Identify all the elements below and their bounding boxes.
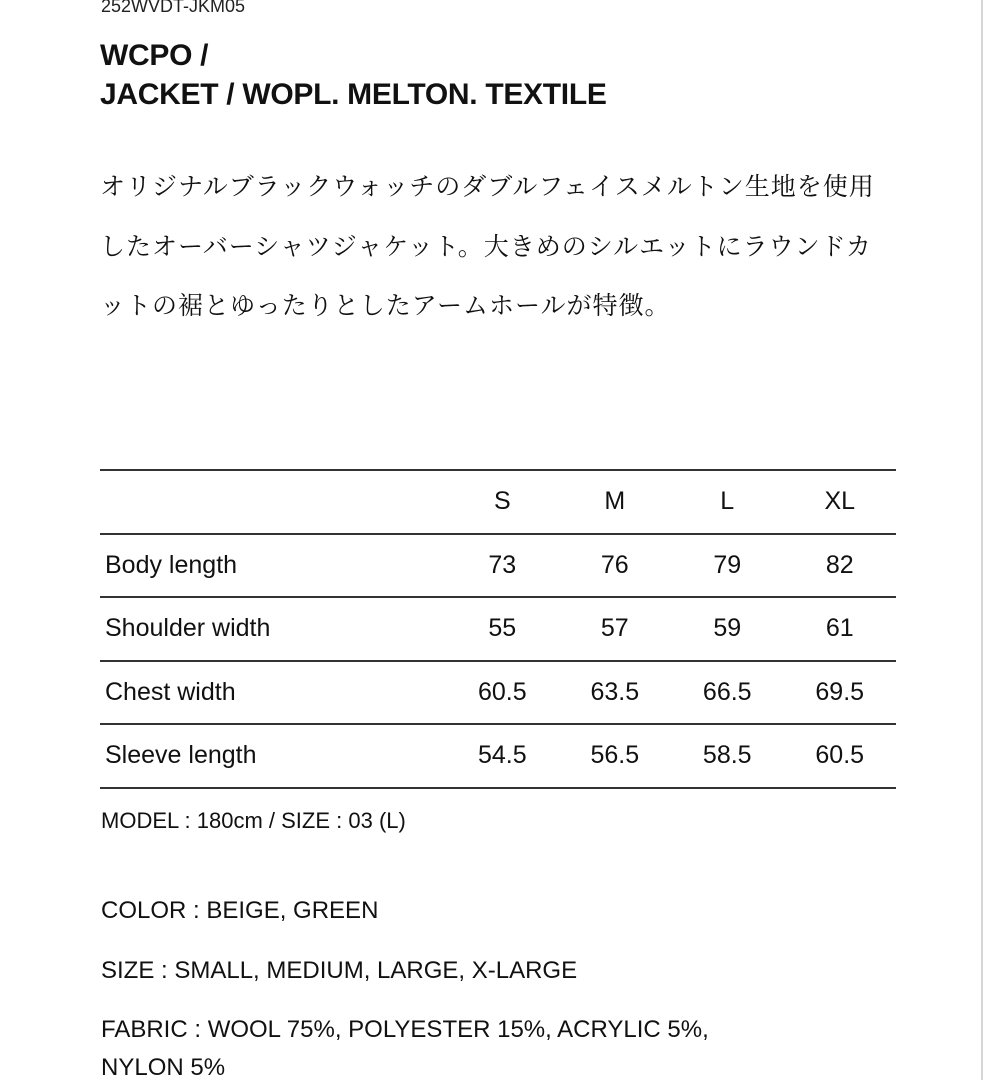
table-header-row	[100, 470, 896, 534]
cell: 59	[713, 614, 742, 643]
color-info: COLOR : BEIGE, GREEN	[101, 897, 379, 924]
table-row	[100, 534, 896, 598]
cell: 66.5	[702, 677, 752, 706]
cell: 69.5	[815, 677, 865, 706]
cell: 79	[713, 550, 742, 579]
table-row	[100, 661, 896, 725]
header-cell: S	[493, 487, 511, 516]
cell: 55	[488, 614, 517, 643]
cell: 56.5	[590, 741, 640, 770]
size-table	[100, 469, 896, 789]
header-cell	[100, 470, 446, 534]
model-info: MODEL : 180cm / SIZE : 03 (L)	[101, 808, 406, 833]
cell: 57	[600, 614, 629, 643]
table-row	[100, 597, 896, 661]
cell: 76	[600, 550, 629, 579]
fabric-info-line-2: NYLON 5%	[101, 1054, 226, 1081]
size-info: SIZE : SMALL, MEDIUM, LARGE, X-LARGE	[101, 957, 578, 984]
header-cell: M	[604, 487, 626, 516]
product-code: 252WVDT-JKM05	[101, 0, 246, 16]
title-line-1: WCPO /	[100, 39, 209, 72]
header-cell: XL	[824, 487, 856, 516]
cell: 73	[488, 550, 517, 579]
cell: 63.5	[590, 677, 640, 706]
table-row	[100, 724, 896, 788]
cell: 60.5	[815, 741, 865, 770]
row-label: Chest width	[105, 677, 236, 706]
row-label: Body length	[105, 550, 238, 579]
title-line-2: JACKET / WOPL. MELTON. TEXTILE	[100, 78, 607, 111]
header-cell: L	[720, 487, 735, 516]
cell: 54.5	[477, 741, 527, 770]
cell: 82	[825, 550, 854, 579]
fabric-info-line-1: FABRIC : WOOL 75%, POLYESTER 15%, ACRYLIC 5%,	[101, 1016, 709, 1043]
cell: 61	[825, 614, 854, 643]
row-label: Sleeve length	[105, 741, 257, 770]
product-title	[100, 36, 607, 114]
row-label: Shoulder width	[105, 614, 271, 643]
cell: 58.5	[702, 741, 752, 770]
product-description: オリジナルブラックウォッチのダブルフェイスメルトン生地を使用したオーバーシャツジャケット。大きめのシルエットにラウンドカットの裾とゆったりとしたアームホールが特徴。	[100, 173, 875, 320]
cell: 60.5	[477, 677, 527, 706]
